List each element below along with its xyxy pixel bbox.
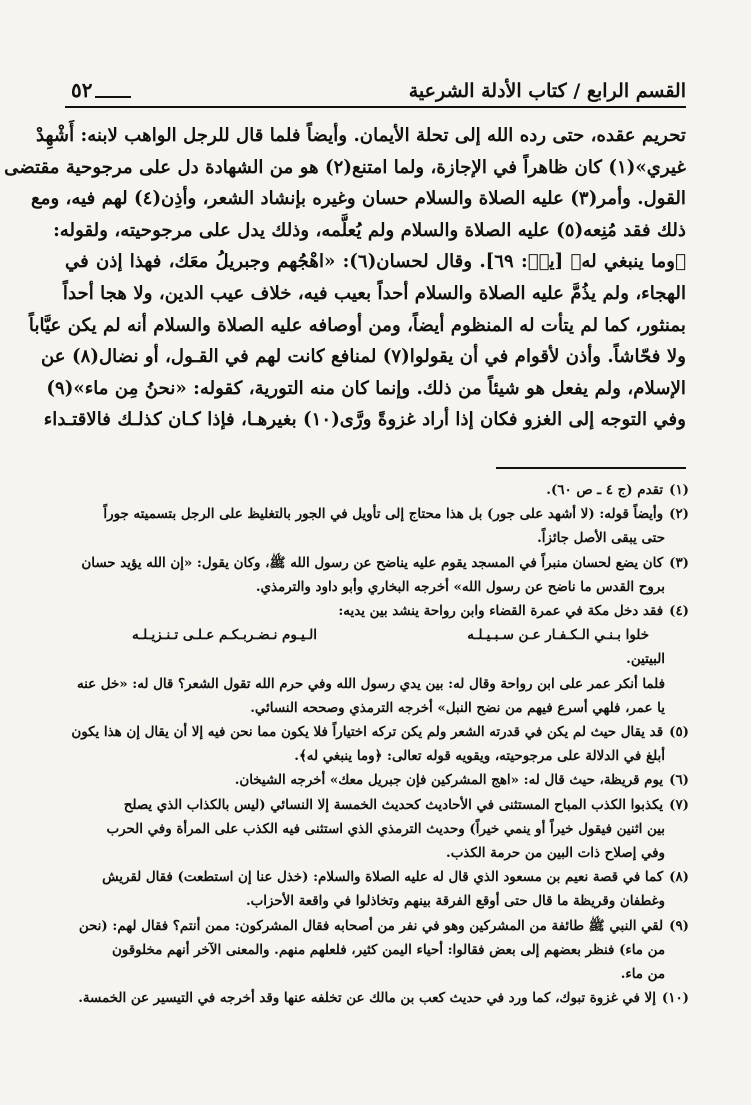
footnote-number: (١٠)	[661, 990, 689, 1007]
footnote-text: من ماء.	[620, 966, 665, 983]
footnote-6	[62, 768, 689, 792]
footnote-text: أبلغ في الدلالة على مرجوحيته، ويقويه قوله تعالى: ﴿وما ينبغي له﴾.	[294, 748, 665, 765]
page-number: ٥٢	[71, 78, 93, 102]
footnote-4	[62, 599, 689, 720]
footnote-5	[62, 720, 689, 768]
footnote-text: تقدم (ج ٤ ـ ص ٦٠).	[546, 482, 664, 498]
body-line: بمنثور، كما لم يتأت له المنظوم أيضاً، ومن أوصافه عليه الصلاة والسلام أنه لم يكن عيَّاباً	[28, 314, 686, 336]
body-line: ﴿وما ينبغي له﴾ [يسۤ: ٦٩]. وقال لحسان(٦): «اهْجُهم وجبريلُ معَك، فهذا إذن في	[65, 251, 686, 273]
footnote-2	[62, 502, 689, 550]
footnote-text: فلما أنكر عمر على ابن رواحة وقال له: بين يدي رسول الله وفي حرم الله تقول الشعر؟ قال له: «خل عنه	[76, 675, 665, 692]
body-line: الهجاء، ولم يذُمَّ عليه الصلاة والسلام أحداً بعيب فيه، خلاف عيب الدين، ولا هجا أحداً	[62, 282, 686, 304]
body-line: تحريم عقده، حتى رده الله إلى تحلة الأيمان. وأيضاً فلما قال للرجل الواهب لابنه: أَشْهِدْ	[35, 125, 686, 146]
footnote-separator	[496, 467, 686, 469]
footnote-number: (٥)	[669, 724, 689, 741]
body-line: ولا فحّاشاً. وأذن لأقوام في أن يقولوا(٧) لمنافع كانت لهم في القـول، أو نضال(٨) عن	[40, 346, 686, 368]
footnote-number: (٨)	[669, 869, 689, 886]
footnote-number: (١)	[669, 482, 689, 498]
footnote-number: (٧)	[669, 796, 689, 813]
footnote-number: (٦)	[669, 772, 689, 789]
header-title: القسم الرابع / كتاب الأدلة الشرعية	[408, 80, 686, 102]
body-line: وفي التوجه إلى الغزو فكان إذا أراد غزوةً ورَّى(١٠) بغيرهـا، فإذا كـان كذلـك فالاقتـداء	[43, 409, 686, 431]
footnote-number: (٩)	[669, 917, 689, 934]
header-dash	[95, 96, 131, 98]
body-line: ذلك فقد مُنِعه(٥) عليه الصلاة والسلام ولم يُعلَّمه، وذلك يدل على مرجوحيته، ولقوله:	[53, 219, 686, 241]
footnote-text: كما في قصة نعيم بن مسعود الذي قال له عليه الصلاة والسلام: (خذل عنا إن استطعت) فقال لقريش	[102, 869, 664, 886]
footnote-text: حتى يبقى الأصل جائزاً.	[537, 530, 665, 547]
footnote-number: (٤)	[669, 603, 689, 620]
footnote-9	[62, 914, 689, 987]
footnote-1	[62, 478, 689, 502]
footnote-text: يا عمر، فلهي أسرع فيهم من نضح النبل» أخرجه الترمذي وصححه النسائي.	[250, 699, 665, 716]
footnote-text: كان يضع لحسان منبراً في المسجد يقوم عليه يناضح عن رسول الله ﷺ، وكان يقول: «إن الله يؤيد حسان	[81, 554, 664, 571]
footnote-text: لقي النبي ﷺ طائفة من المشركين وهو في نفر من أصحابه فقال المشركون: ممن أنتم؟ فقال لهم: (نحن	[78, 917, 664, 934]
footnote-text: وأيضاً قوله: (لا أشهد على جور) بل هذا محتاج إلى تأويل في الجور بالتغليظ على الرجل بتسميته جوراً	[103, 506, 664, 523]
main-text	[4, 120, 686, 436]
footnote-text: يوم قريظة، حيث قال له: «اهج المشركين فإن جبريل معك» أخرجه الشيخان.	[234, 772, 664, 789]
footnote-text: وغطفان وقريظة ما قال حتى أوقع الفرقة بينهم وتخاذلوا في واقعة الأحزاب.	[245, 893, 665, 910]
body-line: غيري»(١) كان ظاهراً في الإجازة، ولما امتنع(٢) هو من الشهادة دل على مرجوحية مقتضى	[4, 156, 686, 178]
footnote-text: البيتين.	[626, 651, 665, 668]
footnote-10	[62, 986, 689, 1010]
footnote-3	[62, 551, 689, 599]
poetry-verse	[62, 623, 689, 647]
footnote-text: قد يقال حيث لم يكن في قدرته الشعر ولم يكن تركه اختياراً فلا يكون مما نحن فيه إلا أن يقال إن هذا يكون	[71, 724, 664, 741]
footnote-text: يكذبوا الكذب المباح المستثنى في الأحاديث كحديث الخمسة إلا النسائي (ليس بالكذاب الذي يصلح	[123, 796, 664, 813]
verse-second-hemistich: الـيـوم نـضـربـكـم عـلـى تـنـزيـلـه	[132, 627, 317, 644]
footnote-number: (٢)	[669, 506, 689, 523]
footnote-text: فقد دخل مكة في عمرة القضاء وابن رواحة ينشد بين يديه:	[338, 603, 664, 620]
footnote-text: بين اثنين فيقول خيراً أو ينمي خيراً) وحديث الترمذي الذي استثنى فيه الكذب على المرأة وفي الحرب	[106, 820, 665, 837]
footnote-text: بروح القدس ما ناضح عن رسول الله» أخرجه البخاري وأبو داود والترمذي.	[255, 578, 665, 595]
footnote-text: وفي إصلاح ذات البين من حرمة الكذب.	[446, 845, 665, 862]
footnote-7	[62, 793, 689, 866]
footnote-text: إلا في غزوة تبوك، كما ورد في حديث كعب بن مالك عن تخلفه عنها وقد أخرجه في التيسير عن الخمسة.	[78, 990, 656, 1007]
footnote-number: (٣)	[669, 554, 689, 571]
verse-first-hemistich: خلوا بـنـي الـكـفـار عـن سـبـيـلـه	[467, 627, 649, 644]
footnote-text: من ماء) فنظر بعضهم إلى بعض فقالوا: أحياء اليمن كثير، فلعلهم منهم. والمعنى الآخر أنهم مخلوقون	[111, 941, 665, 958]
running-header	[65, 72, 686, 108]
body-line: الإسلام، ولم يفعل هو شيئاً من ذلك. وإنما كان منه التورية، كقوله: «نحنُ مِن ماء»(٩)	[46, 377, 686, 399]
body-line: القول. وأمر(٣) عليه الصلاة والسلام حسان وغيره بإنشاد الشعر، وأذِن(٤) لهم فيه، ومع	[31, 188, 686, 210]
footnote-8	[62, 865, 689, 913]
footnotes	[62, 478, 689, 1010]
